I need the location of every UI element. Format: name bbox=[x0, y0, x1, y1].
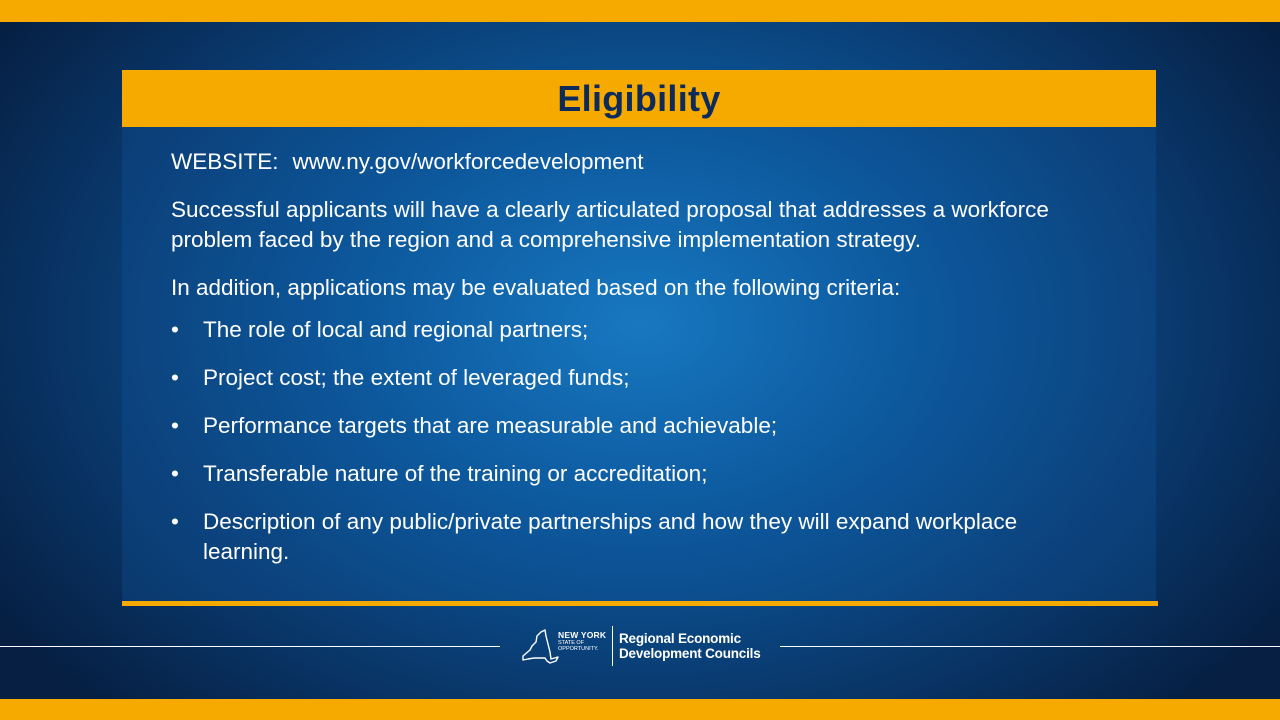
bottom-accent-bar bbox=[0, 699, 1280, 720]
panel-underline bbox=[122, 601, 1158, 606]
logo-divider bbox=[612, 626, 613, 666]
footer-rule-right bbox=[780, 646, 1280, 647]
slide-panel bbox=[122, 70, 1156, 606]
ny-logo-line3: OPPORTUNITY. bbox=[558, 646, 599, 652]
website-label: WEBSITE: bbox=[171, 149, 279, 174]
footer-rule-left bbox=[0, 646, 500, 647]
slide-content bbox=[171, 147, 1101, 567]
rdc-logo-text bbox=[619, 631, 761, 661]
criteria-item: • Project cost; the extent of leveraged funds; bbox=[171, 363, 1101, 393]
website-line bbox=[171, 147, 1101, 177]
criteria-item: • Description of any public/private partnerships and how they will expand workplace learning. bbox=[171, 509, 1018, 564]
slide-title: Eligibility bbox=[557, 77, 721, 119]
title-band bbox=[122, 70, 1156, 127]
intro-paragraph: Successful applicants will have a clearly articulated proposal that addresses a workforce problem faced by the region and a comprehensive implementation strategy. bbox=[171, 197, 1049, 252]
criteria-intro: In addition, applications may be evaluated based on the following criteria: bbox=[171, 275, 901, 300]
bullet-icon: • bbox=[171, 413, 179, 438]
criteria-list bbox=[171, 315, 1101, 567]
org-line2: Development Councils bbox=[619, 646, 761, 661]
website-url: www.ny.gov/workforcedevelopment bbox=[292, 149, 644, 174]
bullet-icon: • bbox=[171, 509, 179, 534]
ny-logo-text bbox=[558, 631, 606, 652]
bullet-icon: • bbox=[171, 317, 179, 342]
ny-logo-line2: STATE OF bbox=[558, 640, 585, 646]
ny-state-map-icon bbox=[520, 626, 560, 668]
bullet-icon: • bbox=[171, 461, 179, 486]
bullet-icon: • bbox=[171, 365, 179, 390]
criteria-item: • Performance targets that are measurable and achievable; bbox=[171, 411, 1101, 441]
criteria-item: • The role of local and regional partners; bbox=[171, 315, 1101, 345]
top-accent-bar bbox=[0, 0, 1280, 22]
footer-logo bbox=[520, 624, 770, 670]
ny-logo-line1: NEW YORK bbox=[558, 630, 607, 640]
org-line1: Regional Economic bbox=[619, 631, 741, 646]
criteria-item: • Transferable nature of the training or accreditation; bbox=[171, 459, 1101, 489]
